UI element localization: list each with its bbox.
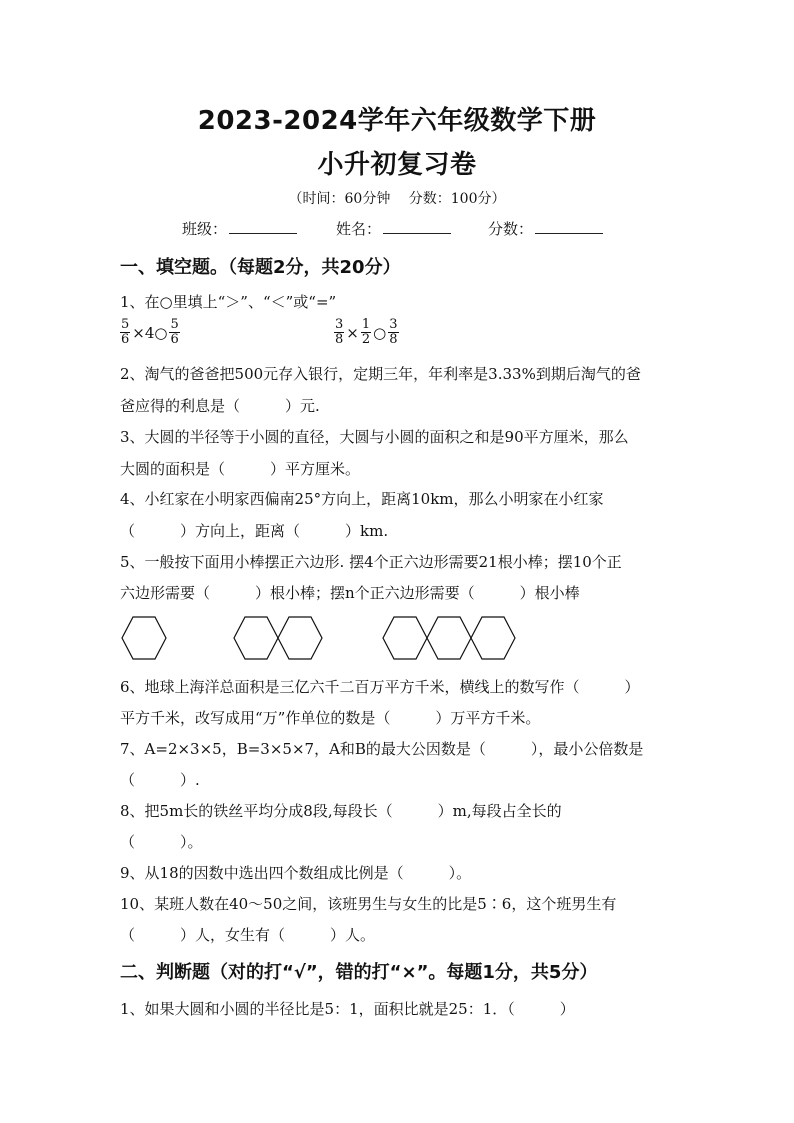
exam-title-line1: 2023-2024学年六年级数学下册 (197, 106, 597, 136)
s1-q4-line2: （ ）方向上，距离（ ）km. (120, 522, 389, 540)
s1-q9: 9、从18的因数中选出四个数组成比例是（ ）。 (120, 864, 472, 882)
s2-q1: 1、如果大圆和小圆的半径比是5：1，面积比就是25：1．（ ） (120, 1000, 575, 1018)
s1-q8-line1: 8、把5m长的铁丝平均分成8段,每段长（ ）m,每段占全长的 (120, 802, 562, 820)
fraction (120, 318, 130, 347)
operator: ○ (373, 323, 387, 342)
s1-q10-line1: 10、某班人数在40～50之间，该班男生与女生的比是5∶6，这个班男生有 (120, 895, 617, 913)
class-label: 班级： (182, 220, 228, 238)
name-field (336, 218, 451, 239)
score-label: 分数： (488, 220, 534, 238)
s1-q3-line2: 大圆的面积是（ ）平方厘米。 (120, 460, 361, 478)
s1-q10-line2: （ ）人，女生有（ ）人。 (120, 926, 376, 944)
score-field (488, 218, 603, 239)
s1-q1: 1、在○里填上“＞”、“＜”或“=” (120, 293, 337, 311)
s1-q2-line2: 爸应得的利息是（ ）元. (120, 397, 320, 415)
denominator: 2 (361, 332, 371, 347)
numerator: 5 (121, 317, 130, 332)
section1-heading: 一、填空题。（每题2分，共20分） (120, 257, 401, 278)
exam-meta: （时间：60分钟 分数：100分） (288, 191, 506, 207)
fraction (334, 318, 344, 347)
denominator: 6 (121, 332, 130, 347)
s1-q5-line2: 六边形需要（ ）根小棒；摆n个正六边形需要（ ）根小棒 (120, 584, 580, 602)
numerator: 3 (335, 317, 344, 332)
name-blank[interactable] (383, 219, 451, 234)
s1-q4-line1: 4、小红家在小明家西偏南25°方向上，距离10km，那么小明家在小红家 (120, 490, 604, 508)
s1-q7-line2: （ ）. (120, 771, 200, 789)
operator: ×4○ (132, 323, 168, 342)
exam-title-line2: 小升初复习卷 (317, 150, 477, 180)
denominator: 6 (170, 332, 179, 347)
hexagon-triple-1 (383, 617, 427, 659)
hexagon-figures (118, 612, 538, 664)
hexagon-pair-1 (234, 617, 278, 659)
numerator: 3 (389, 317, 398, 332)
fraction (388, 318, 398, 347)
denominator: 8 (389, 332, 398, 347)
class-field (182, 218, 297, 239)
hexagon-single (122, 617, 166, 659)
class-blank[interactable] (229, 219, 297, 234)
fraction (169, 318, 179, 347)
s1-q7-line1: 7、A=2×3×5，B=3×5×7，A和B的最大公因数是（ ），最小公倍数是 (120, 740, 644, 758)
q1-expression-a (120, 318, 180, 347)
s1-q3-line1: 3、大圆的半径等于小圆的直径，大圆与小圆的面积之和是90平方厘米，那么 (120, 428, 629, 446)
s1-q6-line2: 平方千米，改写成用“万”作单位的数是（ ）万平方千米。 (120, 709, 541, 727)
s1-q5-line1: 5、一般按下面用小棒摆正六边形. 摆4个正六边形需要21根小棒；摆10个正 (120, 553, 622, 571)
denominator: 8 (335, 332, 344, 347)
hexagon-triple-2 (427, 617, 471, 659)
hexagon-triple-3 (471, 617, 515, 659)
numerator: 1 (361, 317, 371, 332)
hexagon-pair-2 (278, 617, 322, 659)
numerator: 5 (170, 317, 179, 332)
name-label: 姓名： (336, 220, 382, 238)
operator: × (346, 323, 359, 342)
s1-q8-line2: （ ）。 (120, 833, 203, 851)
section2-heading: 二、判断题（对的打“√”，错的打“×”。每题1分，共5分） (120, 962, 598, 983)
fraction (361, 318, 371, 347)
s1-q6-line1: 6、地球上海洋总面积是三亿六千二百万平方千米，横线上的数写作（ ） (120, 678, 640, 696)
q1-expression-b (334, 318, 399, 347)
score-blank[interactable] (535, 219, 603, 234)
s1-q2-line1: 2、淘气的爸爸把500元存入银行，定期三年，年利率是3.33%到期后淘气的爸 (120, 365, 641, 383)
